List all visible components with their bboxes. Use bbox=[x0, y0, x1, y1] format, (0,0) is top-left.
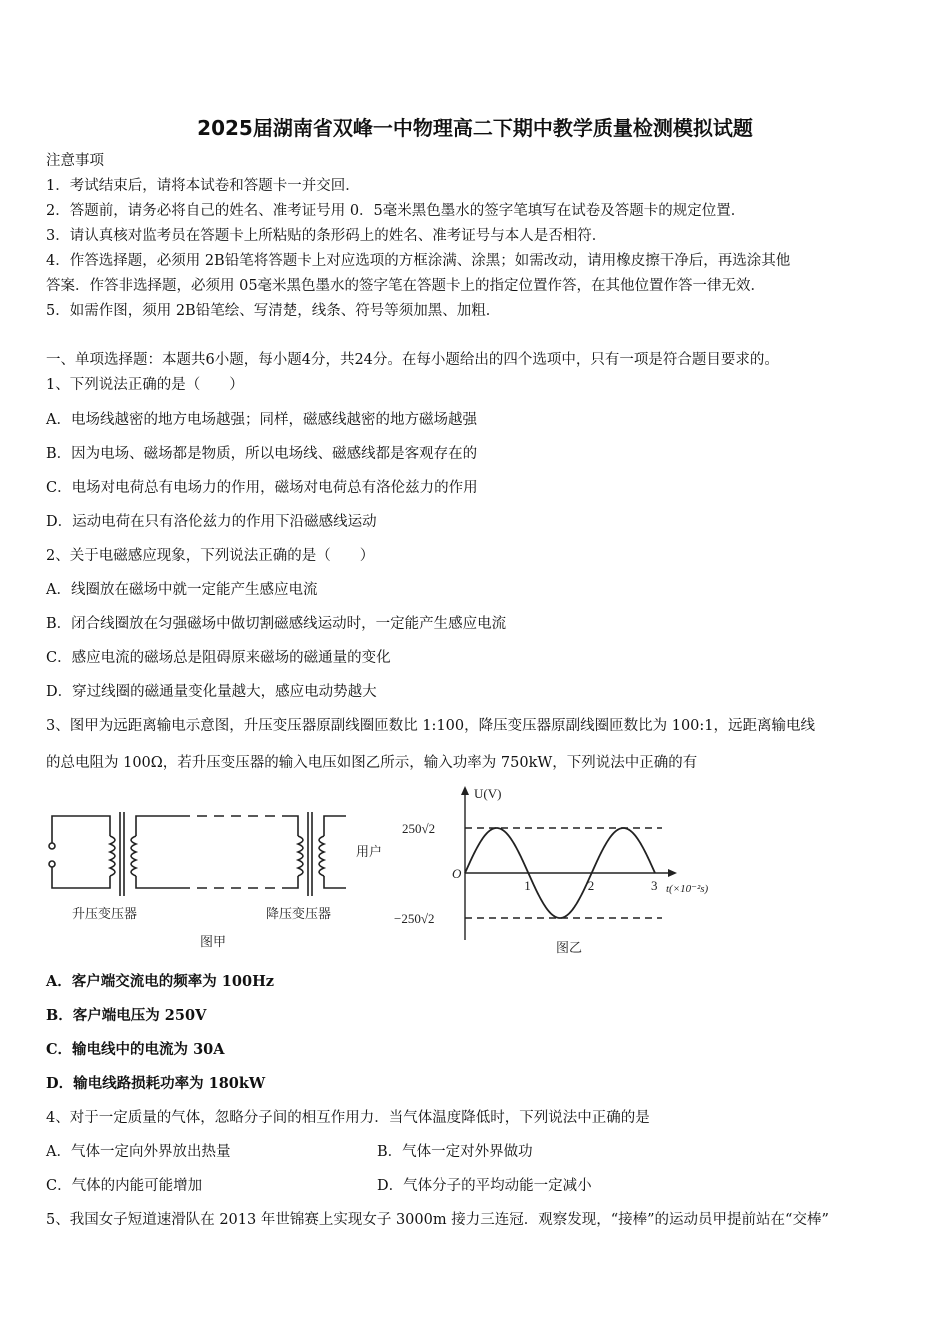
q1-option-a: A．电场线越密的地方电场越强；同样，磁感线越密的地方磁场越强 bbox=[46, 412, 477, 428]
notice-item: 5．如需作图，须用 2B铅笔绘、写清楚，线条、符号等须加黑、加粗． bbox=[46, 303, 501, 319]
q3-stem-line2: 的总电阻为 100Ω，若升压变压器的输入电压如图乙所示，输入功率为 750kW，下列说法中正确的有 bbox=[46, 755, 698, 771]
q2-option-d: D．穿过线圈的磁通量变化量越大，感应电动势越大 bbox=[46, 684, 377, 700]
y-axis-label: U(V) bbox=[474, 786, 502, 801]
q1-stem: 1、下列说法正确的是（ ） bbox=[46, 377, 244, 393]
notice-item: 答案．作答非选择题，必须用 05毫米黑色墨水的签字笔在答题卡上的指定位置作答，在其他位置作答一律无效． bbox=[46, 278, 766, 294]
y-max-label: 250√2 bbox=[402, 821, 436, 836]
voltage-waveform-chart bbox=[390, 782, 740, 960]
user-label: 用户 bbox=[356, 844, 383, 859]
q2-option-b: B．闭合线圈放在匀强磁场中做切割磁感线运动时，一定能产生感应电流 bbox=[46, 616, 507, 632]
notice-item: 1．考试结束后，请将本试卷和答题卡一并交回． bbox=[46, 178, 360, 194]
x-tick-label: 2 bbox=[587, 878, 595, 893]
q4-stem: 4、对于一定质量的气体，忽略分子间的相互作用力．当气体温度降低时，下列说法中正确的是 bbox=[46, 1110, 650, 1126]
q4-option-a: A．气体一定向外界放出热量 bbox=[46, 1144, 231, 1160]
q4-option-d: D．气体分子的平均动能一定减小 bbox=[377, 1178, 592, 1194]
paper-title: 2025届湖南省双峰一中物理高二下期中教学质量检测模拟试题 bbox=[197, 116, 753, 140]
notice-item: 2．答题前，请务必将自己的姓名、准考证号用 0．5毫米黑色墨水的签字笔填写在试卷及答题卡的规定位置． bbox=[46, 203, 746, 219]
q3-option-d: D．输电线路损耗功率为 180kW bbox=[46, 1075, 266, 1092]
x-tick-label: 3 bbox=[651, 878, 658, 893]
q2-stem: 2、关于电磁感应现象，下列说法正确的是（ ） bbox=[46, 548, 375, 564]
q4-option-b: B．气体一定对外界做功 bbox=[377, 1144, 533, 1160]
y-min-label: −250√2 bbox=[394, 911, 435, 926]
x-axis-label: t(×10⁻²s) bbox=[666, 883, 709, 895]
q1-option-c: C．电场对电荷总有电场力的作用，磁场对电荷总有洛伦兹力的作用 bbox=[46, 480, 478, 496]
q2-option-a: A．线圈放在磁场中就一定能产生感应电流 bbox=[46, 582, 318, 598]
x-tick-label: 1 bbox=[524, 878, 531, 893]
step-up-label: 升压变压器 bbox=[72, 906, 138, 921]
q5-stem: 5、我国女子短道速滑队在 2013 年世锦赛上实现女子 3000m 接力三连冠．观察发现，“接棒”的运动员甲提前站在“交棒” bbox=[46, 1212, 829, 1228]
figure-a-caption: 图甲 bbox=[200, 934, 227, 949]
q3-option-a: A．客户端交流电的频率为 100Hz bbox=[46, 973, 274, 990]
x-axis-arrow bbox=[668, 869, 677, 877]
q2-option-c: C．感应电流的磁场总是阻碍原来磁场的磁通量的变化 bbox=[46, 650, 391, 666]
y-axis-arrow bbox=[461, 786, 469, 795]
q3-stem-line1: 3、图甲为远距离输电示意图，升压变压器原副线圈匝数比 1:100，降压变压器原副线圈匝数比为 100:1，远距离输电线 bbox=[46, 718, 816, 734]
q3-option-b: B．客户端电压为 250V bbox=[46, 1007, 207, 1024]
origin-label: O bbox=[452, 866, 462, 881]
step-down-label: 降压变压器 bbox=[266, 906, 332, 921]
figure-b-caption: 图乙 bbox=[556, 940, 583, 955]
notice-heading: 注意事项 bbox=[46, 153, 104, 169]
notice-item: 4．作答选择题，必须用 2B铅笔将答题卡上对应选项的方框涂满、涂黑；如需改动，请用橡皮擦干净后，再选涂其他 bbox=[46, 253, 791, 269]
q3-option-c: C．输电线中的电流为 30A bbox=[46, 1041, 225, 1058]
transmission-diagram bbox=[40, 800, 395, 955]
q1-option-b: B．因为电场、磁场都是物质，所以电场线、磁感线都是客观存在的 bbox=[46, 446, 478, 462]
q1-option-d: D．运动电荷在只有洛伦兹力的作用下沿磁感线运动 bbox=[46, 514, 377, 530]
section-heading: 一、单项选择题：本题共6小题，每小题4分，共24分。在每小题给出的四个选项中，只有一项是符合题目要求的。 bbox=[46, 352, 779, 368]
notice-item: 3．请认真核对监考员在答题卡上所粘贴的条形码上的姓名、准考证号与本人是否相符． bbox=[46, 228, 607, 244]
q4-option-c: C．气体的内能可能增加 bbox=[46, 1178, 203, 1194]
